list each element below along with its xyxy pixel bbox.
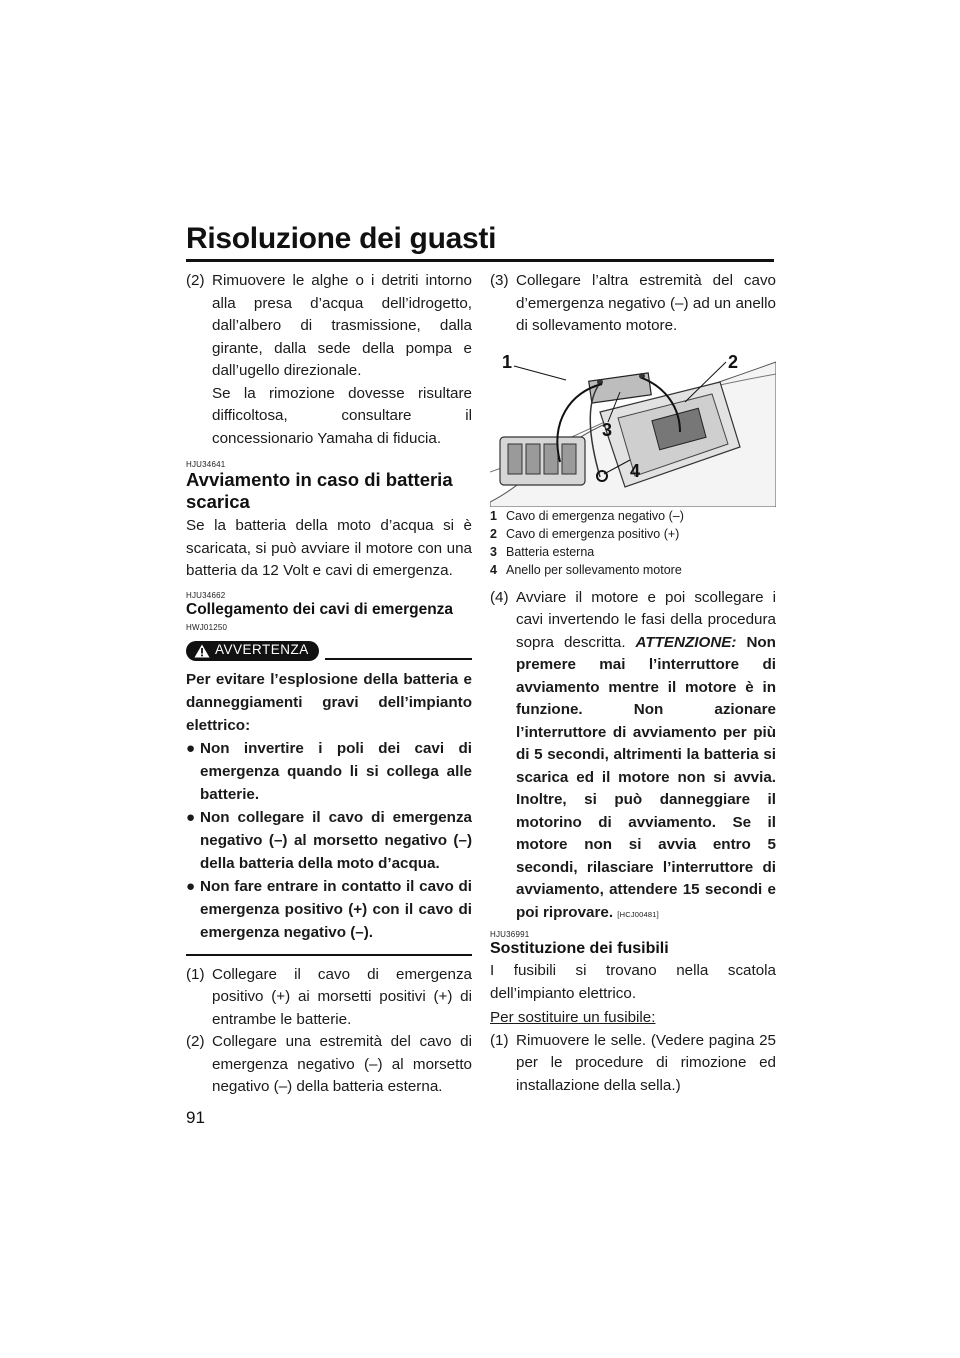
- step-number: (1): [186, 965, 205, 983]
- section-code: HJU36991: [490, 930, 530, 939]
- legend-text: Cavo di emergenza positivo (+): [506, 526, 680, 541]
- warning-triangle-icon: [194, 644, 210, 658]
- legend-item: [490, 543, 776, 561]
- jump-start-illustration: [490, 352, 776, 507]
- legend-number: 3: [490, 544, 497, 559]
- subsection-heading-jumper-cables: Collegamento dei cavi di emergenza: [186, 600, 454, 618]
- step-number: (2): [186, 1033, 205, 1050]
- warning-body: [186, 668, 472, 944]
- figure-legend: [490, 507, 776, 579]
- step-start-engine: [490, 587, 776, 927]
- legend-text: Cavo di emergenza negativo (–): [506, 508, 684, 523]
- step-text-continued: Se la rimozione dovesse risultare difficoltosa, consultare il concessionario Yamaha di fiducia.: [212, 384, 472, 447]
- section-body-fuses: I fusibili si trovano nella scatola dell’impianto elettrico.: [490, 962, 776, 1002]
- warning-bullet-text: Non fare entrare in contatto il cavo di emergenza positivo (+) con il cavo di emergenza negativo (–).: [200, 877, 472, 941]
- step-number: (4): [490, 588, 509, 606]
- legend-number: 4: [490, 562, 497, 577]
- title-rule: [186, 259, 774, 262]
- warning-bullet: [186, 875, 472, 944]
- page-title: Risoluzione dei guasti: [186, 222, 497, 255]
- callout-2: 2: [728, 351, 739, 372]
- legend-item: [490, 561, 776, 579]
- section-body-dead-battery: Se la batteria della moto d’acqua si è scaricata, si può avviare il motore con una batteria da 12 Volt e cavi di emergenza.: [186, 517, 472, 579]
- legend-number: 1: [490, 508, 497, 523]
- legend-text: Anello per sollevamento motore: [506, 562, 682, 577]
- step-text: Rimuovere le selle. (Vedere pagina 25 per le procedure di rimozione ed installazione della sella.): [516, 1031, 776, 1094]
- page-number: 91: [186, 1108, 205, 1127]
- step-text: Rimuovere le alghe o i detriti intorno alla presa d’acqua dell’idrogetto, dall’albero di trasmissione, dalla girante, dalla sede della pompa e dall’ugello direzionale.: [212, 272, 472, 379]
- caution-code: [HCJ00481]: [617, 909, 659, 919]
- right-column: [490, 270, 776, 1097]
- warning-bullet: [186, 737, 472, 806]
- legend-number: 2: [490, 526, 497, 541]
- step-number: (2): [186, 272, 205, 289]
- step-text: Collegare il cavo di emergenza positivo (+) ai morsetti positivi (+) di entrambe le batterie.: [212, 965, 472, 1028]
- step-connect-positive: [186, 964, 472, 1032]
- step-text: Collegare l’altra estremità del cavo d’emergenza negativo (–) ad un anello di sollevamento motore.: [516, 272, 776, 334]
- warning-badge: [186, 641, 319, 661]
- step-text: [516, 587, 776, 927]
- warning-code: HWJ01250: [186, 622, 228, 632]
- section-code: HJU34641: [186, 460, 226, 469]
- warning-end-rule: [186, 954, 472, 956]
- left-column: [186, 270, 472, 1099]
- legend-item: [490, 507, 776, 525]
- callout-1: 1: [502, 351, 513, 372]
- bullet-dot-icon: ●: [186, 808, 196, 826]
- callout-3: 3: [602, 419, 613, 440]
- legend-text: Batteria esterna: [506, 544, 595, 559]
- caution-label: ATTENZIONE:: [635, 633, 737, 651]
- warning-intro: Per evitare l’esplosione della batteria e danneggiamenti gravi dell’impianto elettrico:: [186, 670, 472, 734]
- legend-item: [490, 525, 776, 543]
- step-text-main: Avviare il motore e poi scollegare i cavi invertendo le fasi della procedura sopra descritta.: [516, 588, 776, 651]
- fuse-replace-subhead: Per sostituire un fusibile:: [490, 1009, 656, 1026]
- caution-text: Non premere mai l’interruttore di avviamento mentre il motore è in funzione. Non azionare l’interruttore di avviamento per più di 5 secondi, altrimenti la batteria si scarica ed il motore non si avvia. Inoltre, si può danneggiare il motorino di avviamento. Se il motore non si avvia entro 5 secondi, rilasciare l’interruttore di avviamento, attendere 15 secondi e poi riprovare.: [516, 633, 776, 921]
- warning-label: AVVERTENZA: [215, 642, 309, 658]
- step-number: (3): [490, 272, 509, 289]
- callout-4: 4: [630, 460, 641, 481]
- warning-bullet-text: Non collegare il cavo di emergenza negativo (–) al morsetto negativo (–) della batteria della moto d’acqua.: [200, 808, 472, 872]
- section-heading-fuses: Sostituzione dei fusibili: [490, 940, 669, 957]
- step-remove-debris: [186, 270, 472, 450]
- warning-bullet-text: Non invertire i poli dei cavi di emergenza quando li si collega alle batterie.: [200, 739, 472, 803]
- warning-bullet: [186, 806, 472, 875]
- bullet-dot-icon: ●: [186, 739, 196, 757]
- warning-header: [186, 640, 472, 662]
- step-number: (1): [490, 1031, 509, 1049]
- step-remove-seats: [490, 1030, 776, 1098]
- subsection-code: HJU34662: [186, 590, 226, 600]
- engine-bay-drawing: [490, 352, 776, 507]
- warning-rule: [325, 658, 472, 660]
- section-heading-dead-battery: Avviamento in caso di batteria scarica: [186, 469, 453, 512]
- step-text: Collegare una estremità del cavo di emergenza negativo (–) al morsetto negativo (–) della batteria esterna.: [212, 1033, 472, 1095]
- bullet-dot-icon: ●: [186, 877, 196, 895]
- step-connect-negative: [186, 1031, 472, 1099]
- step-connect-ground: [490, 270, 776, 338]
